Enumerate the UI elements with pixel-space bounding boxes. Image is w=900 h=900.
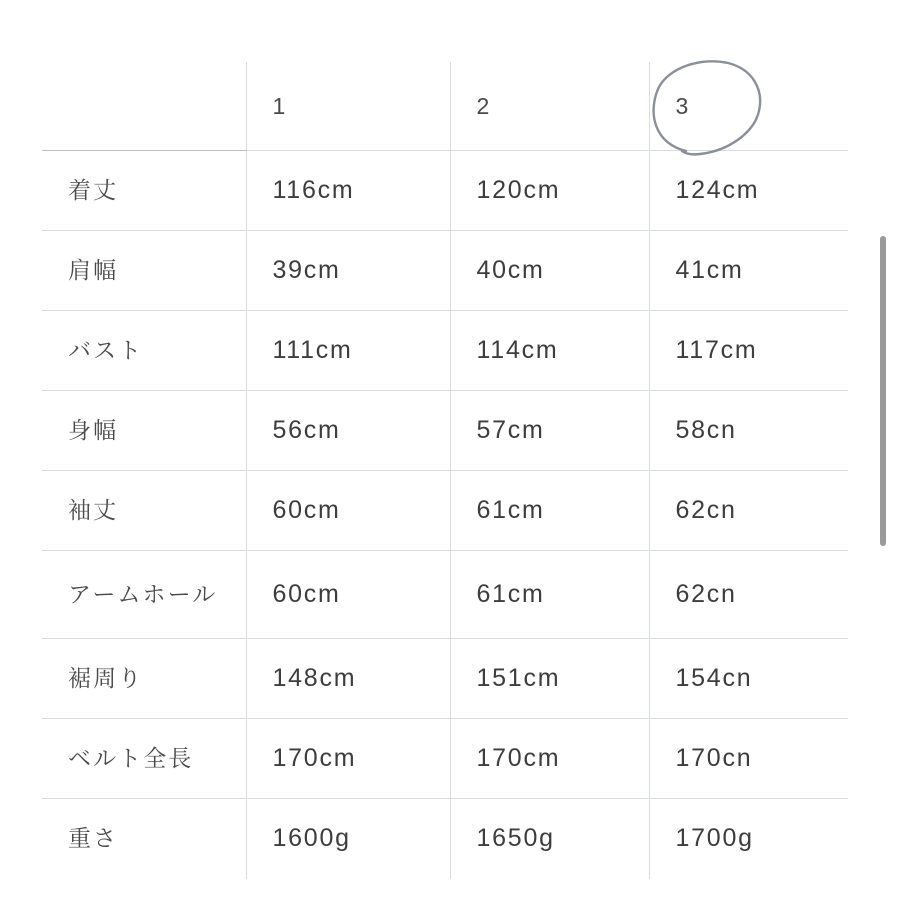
row-value: 58cn	[649, 391, 848, 471]
table-row	[42, 311, 848, 391]
scrollbar-thumb[interactable]	[880, 236, 886, 546]
row-label: ベルト全長	[42, 719, 246, 799]
table-row	[42, 471, 848, 551]
row-value: 151cm	[450, 639, 649, 719]
row-value: 61cm	[450, 551, 649, 639]
row-value: 124cm	[649, 151, 848, 231]
column-header-3: 3	[649, 62, 848, 151]
row-value: 39cm	[246, 231, 450, 311]
row-value: 120cm	[450, 151, 649, 231]
row-value: 41cm	[649, 231, 848, 311]
row-value: 60cm	[246, 471, 450, 551]
row-label: 肩幅	[42, 231, 246, 311]
row-label: 裾周り	[42, 639, 246, 719]
table-row	[42, 151, 848, 231]
table-row	[42, 799, 848, 879]
row-value: 62cn	[649, 471, 848, 551]
table-row	[42, 639, 848, 719]
table-row	[42, 551, 848, 639]
column-header-1: 1	[246, 62, 450, 151]
size-chart-table	[42, 62, 848, 879]
row-value: 40cm	[450, 231, 649, 311]
table-header	[42, 62, 848, 151]
row-value: 60cm	[246, 551, 450, 639]
scrollbar-track[interactable]	[886, 0, 894, 900]
row-value: 170cn	[649, 719, 848, 799]
table-row	[42, 231, 848, 311]
column-header-2: 2	[450, 62, 649, 151]
row-value: 1600g	[246, 799, 450, 879]
row-value: 148cm	[246, 639, 450, 719]
row-value: 114cm	[450, 311, 649, 391]
table-row	[42, 391, 848, 471]
row-label: バスト	[42, 311, 246, 391]
table-header-row	[42, 62, 848, 151]
row-label: 着丈	[42, 151, 246, 231]
row-value: 116cm	[246, 151, 450, 231]
row-value: 111cm	[246, 311, 450, 391]
row-value: 62cn	[649, 551, 848, 639]
row-value: 61cm	[450, 471, 649, 551]
row-label: 重さ	[68, 825, 119, 852]
row-value: 154cn	[649, 639, 848, 719]
row-value: 1700g	[649, 799, 848, 879]
row-label: アームホール	[42, 551, 246, 639]
row-value: 57cm	[450, 391, 649, 471]
row-label: 袖丈	[42, 471, 246, 551]
row-value: 117cm	[649, 311, 848, 391]
row-value: 170cm	[450, 719, 649, 799]
table-row	[42, 719, 848, 799]
row-value: 1650g	[450, 799, 649, 879]
row-value: 170cm	[246, 719, 450, 799]
row-label: 身幅	[42, 391, 246, 471]
table-body	[42, 151, 848, 879]
row-value: 56cm	[246, 391, 450, 471]
table-corner-cell	[42, 62, 246, 151]
